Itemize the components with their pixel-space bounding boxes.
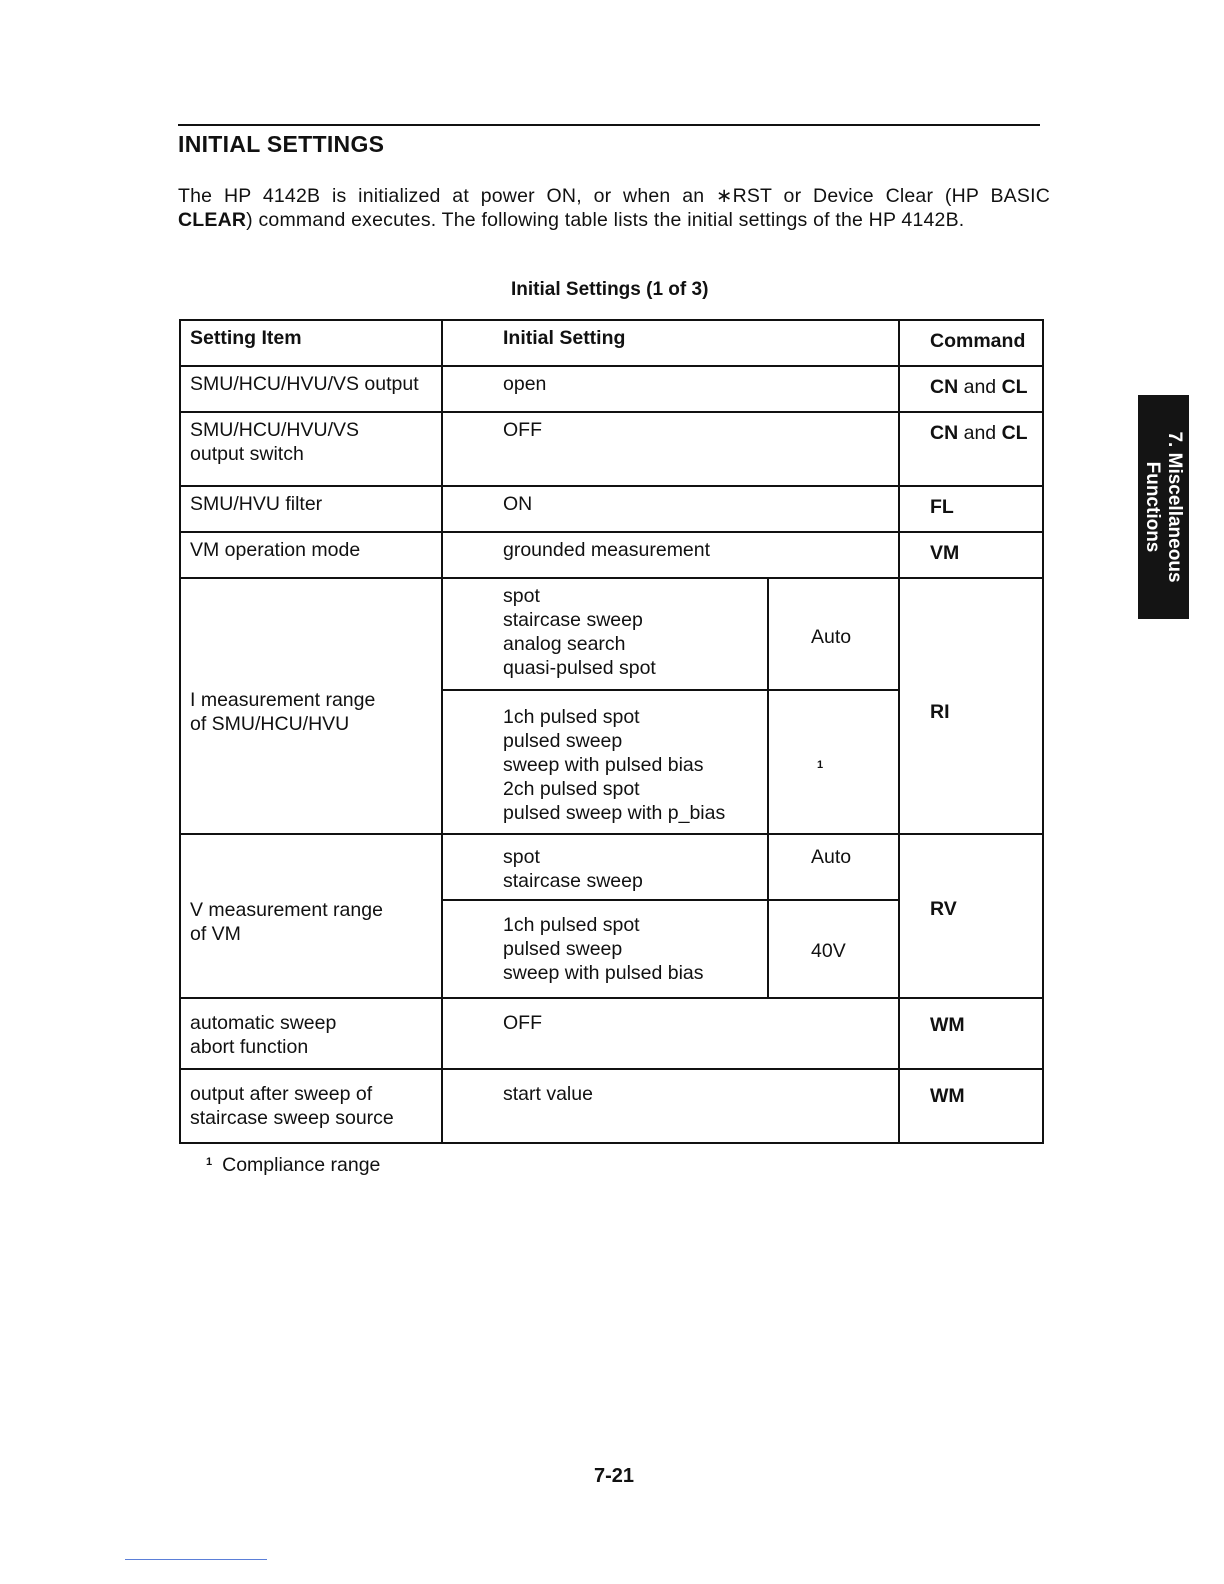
cell-item: VM operation mode [180,532,442,578]
cell-command [899,412,1043,486]
side-tab-chapter-title: Miscellaneous [1164,452,1185,583]
intro-line-1: The HP 4142B is initialized at power ON, or when an ∗RST or Device Clear (HP BASIC [178,185,1050,207]
cell-command: FL [899,486,1043,532]
intro-clear-keyword: CLEAR [178,209,247,231]
cell-modes: 1ch pulsed spot pulsed sweep sweep with pulsed bias [442,900,768,998]
intro-line-2-text: ) command executes. The following table lists the initial settings of the HP 4142B. [246,209,965,231]
cell-command: WM [899,998,1043,1069]
intro-line-2 [178,208,1050,232]
cell-item: automatic sweep abort function [180,998,442,1069]
command-and: and [958,376,1002,398]
cell-item: SMU/HVU filter [180,486,442,532]
table-row [180,834,1043,900]
table-row [180,486,1043,532]
command-cl: CL [1001,376,1028,398]
cell-setting: ON [442,486,899,532]
header-initial-setting: Initial Setting [442,320,899,366]
header-setting-item: Setting Item [180,320,442,366]
cell-setting: grounded measurement [442,532,899,578]
cell-modes: spot staircase sweep [442,834,768,900]
command-cn: CN [930,376,959,398]
table-row [180,1069,1043,1143]
command-cn: CN [930,422,959,444]
table-row [180,412,1043,486]
section-heading: INITIAL SETTINGS [178,131,385,157]
cell-setting: OFF [442,412,899,486]
cell-setting: OFF [442,998,899,1069]
cell-item: I measurement range of SMU/HCU/HVU [180,578,442,834]
footnote-marker: 1 [768,690,899,834]
command-cl: CL [1001,422,1028,444]
cell-range-value: Auto [768,578,899,690]
cell-setting: start value [442,1069,899,1143]
cell-setting: open [442,366,899,412]
top-rule [178,124,1040,126]
footnote-text: Compliance range [222,1154,381,1176]
side-tab-line-1 [1163,431,1185,582]
cell-command: RI [899,578,1043,834]
table-row [180,998,1043,1069]
side-tab-chapter-number: 7. [1164,431,1185,448]
chapter-side-tab [1138,395,1189,619]
cell-command [899,366,1043,412]
cell-item: V measurement range of VM [180,834,442,998]
header-command: Command [899,320,1043,366]
table-caption: Initial Settings (1 of 3) [511,279,709,300]
cell-command: RV [899,834,1043,998]
cell-command: WM [899,1069,1043,1143]
initial-settings-table [179,319,1044,1144]
table-row [180,578,1043,690]
table-row [180,532,1043,578]
cell-modes: spot staircase sweep analog search quasi-pulsed spot [442,578,768,690]
command-and: and [958,422,1002,444]
cell-modes: 1ch pulsed spot pulsed sweep sweep with pulsed bias 2ch pulsed spot pulsed sweep with p_bias [442,690,768,834]
cell-item: SMU/HCU/HVU/VS output [180,366,442,412]
cell-command: VM [899,532,1043,578]
bottom-rule [125,1559,267,1560]
cell-item: SMU/HCU/HVU/VS output switch [180,412,442,486]
cell-range-value: Auto [768,834,899,900]
footnote-mark: 1 [206,1156,213,1168]
intro-paragraph [178,184,1050,232]
table-header-row [180,320,1043,366]
table-footnote [206,1154,380,1177]
side-tab-line-2: Functions [1142,461,1163,553]
table-row [180,366,1043,412]
side-tab-label [1141,431,1185,582]
cell-range-value: 40V [768,900,899,998]
page-number: 7-21 [594,1465,635,1487]
cell-item: output after sweep of staircase sweep source [180,1069,442,1143]
